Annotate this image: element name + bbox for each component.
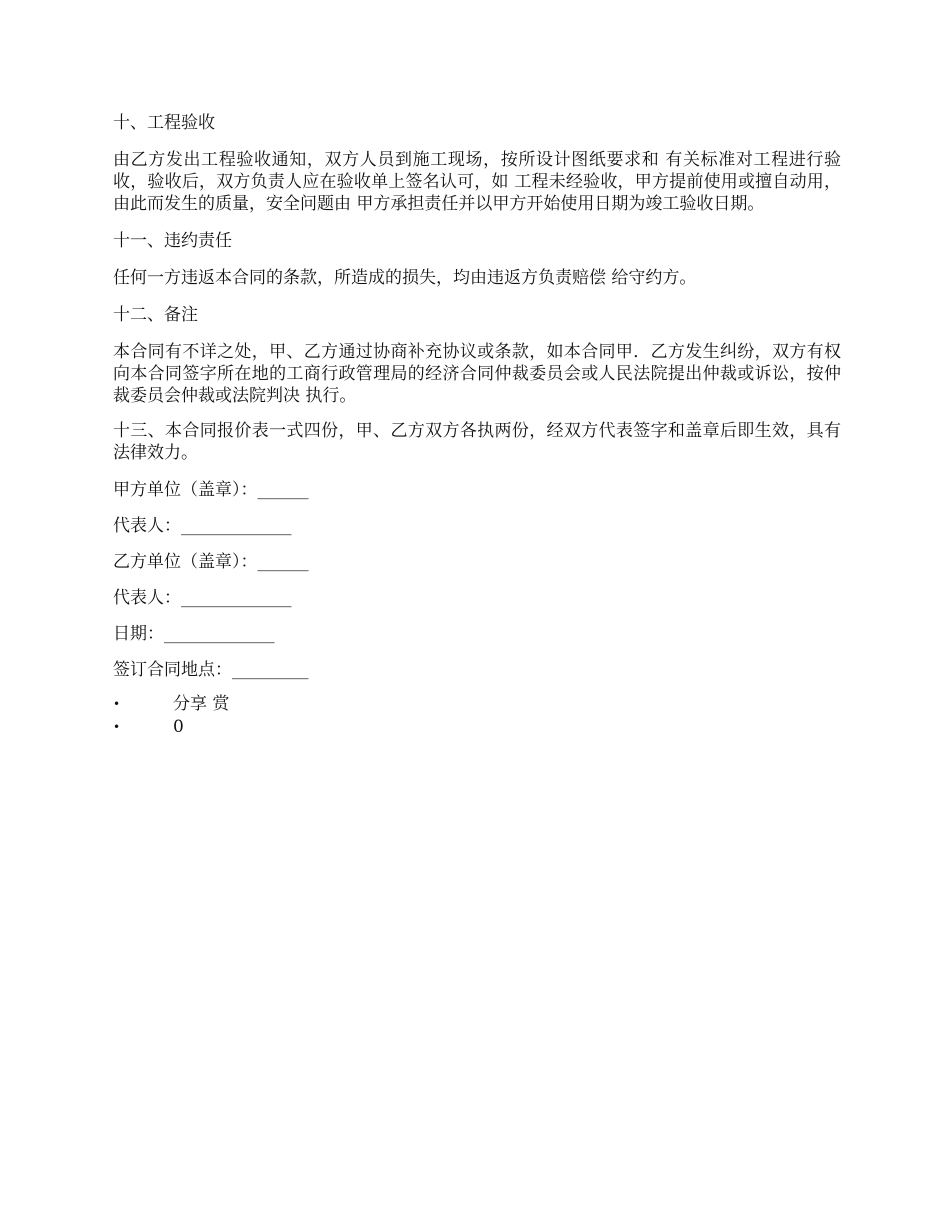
party-b-unit-line: 乙方单位（盖章）：______ (113, 552, 309, 572)
section-body-remarks: 本合同有不详之处，甲、乙方通过协商补充协议或条款，如本合同甲．乙方发生纠纷，双方有权向本合同签字所在地的工商行政管理局的经济合同仲裁委员会或人民法院提出仲裁或诉讼，按仲裁委员会仲裁或法院判决 执行。 (113, 342, 841, 406)
clause-thirteen: 十三、本合同报价表一式四份，甲、乙方双方各执两份，经双方代表签字和盖章后即生效，具有法律效力。 (113, 421, 841, 463)
section-heading-liability: 十一、违约责任 (113, 231, 232, 251)
share-reward-label[interactable]: 分享 赏 (173, 694, 230, 714)
signing-place-line: 签订合同地点：_________ (113, 660, 309, 680)
bullet-icon: • (113, 720, 121, 734)
contract-page (113, 110, 841, 739)
bullet-icon: • (113, 697, 121, 711)
section-body-liability: 任何一方违返本合同的条款，所造成的损失，均由违返方负责赔偿 给守约方。 (113, 268, 697, 288)
section-body-acceptance: 由乙方发出工程验收通知，双方人员到施工现场，按所设计图纸要求和 有关标准对工程进行验收，验收后，双方负责人应在验收单上签名认可，如 工程未经验收，甲方提前使用或擅自动用，由此而发生的质量，安全问题由 甲方承担责任并以甲方开始使用日期为竣工验收日期。 (113, 150, 841, 214)
footer-list (113, 693, 841, 739)
list-item-count (113, 716, 841, 739)
party-a-unit-line: 甲方单位（盖章）：______ (113, 480, 309, 500)
date-line: 日期：_____________ (113, 624, 275, 644)
section-heading-acceptance: 十、工程验收 (113, 113, 215, 133)
section-heading-remarks: 十二、备注 (113, 305, 198, 325)
party-a-representative-line: 代表人：_____________ (113, 516, 292, 536)
list-item-share[interactable] (113, 693, 841, 716)
count-value: 0 (173, 717, 184, 737)
party-b-representative-line: 代表人：_____________ (113, 588, 292, 608)
